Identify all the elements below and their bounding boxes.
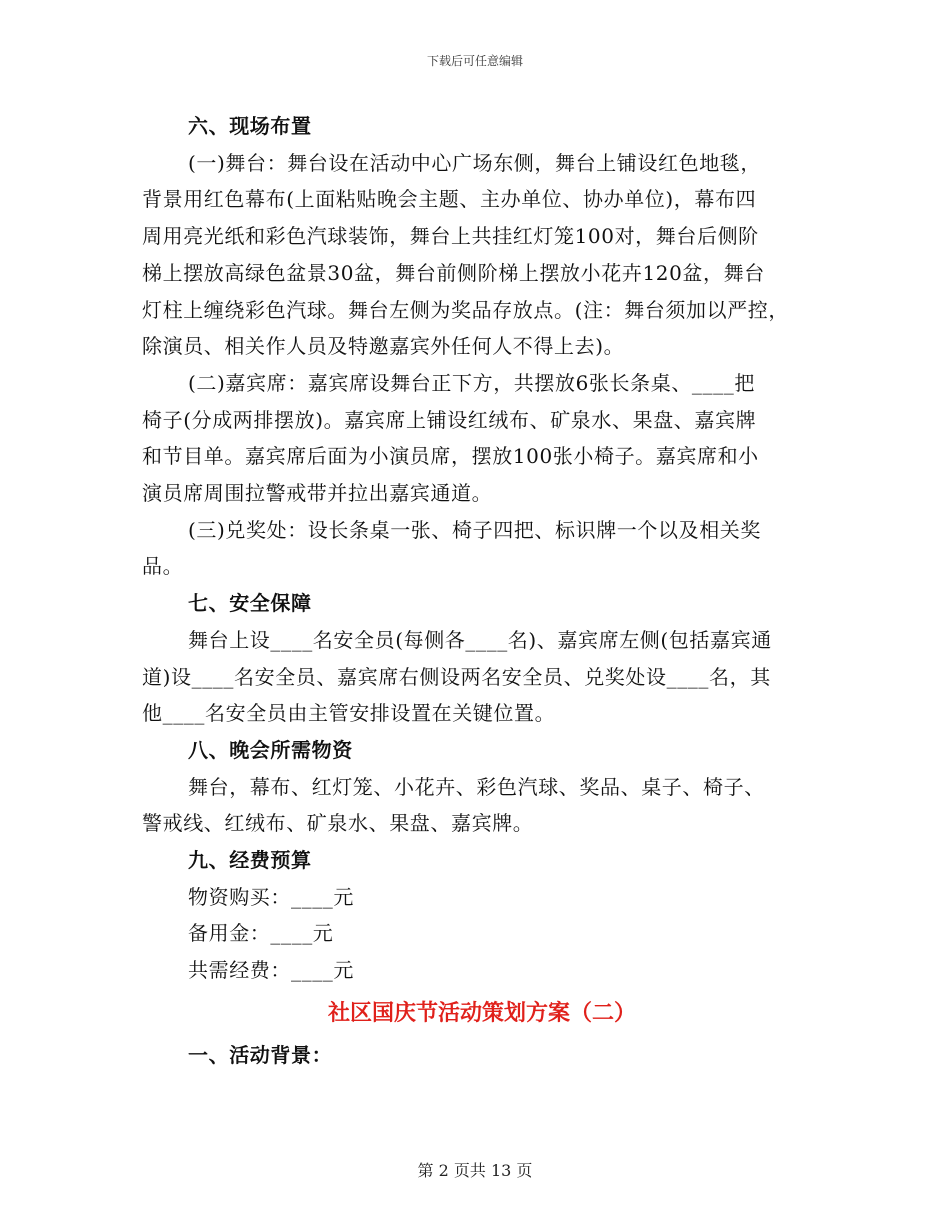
paragraph-line: 品。 bbox=[142, 554, 184, 579]
paragraph-line: (一)舞台：舞台设在活动中心广场东侧，舞台上铺设红色地毯， bbox=[188, 150, 762, 175]
paragraph-line: 椅子(分成两排摆放)。嘉宾席上铺设红绒布、矿泉水、果盘、嘉宾牌 bbox=[142, 407, 757, 432]
paragraph-line: 舞台上设____名安全员(每侧各____名)、嘉宾席左侧(包括嘉宾通 bbox=[188, 627, 772, 652]
document-title: 社区国庆节活动策划方案（二） bbox=[327, 999, 636, 1026]
paragraph-line: 灯柱上缠绕彩色汽球。舞台左侧为奖品存放点。(注：舞台须加以严控， bbox=[142, 297, 790, 322]
section-heading: 八、晚会所需物资 bbox=[188, 737, 353, 762]
section-heading: 一、活动背景： bbox=[188, 1042, 333, 1067]
section-heading: 六、现场布置 bbox=[188, 114, 312, 138]
budget-line: 备用金：____元 bbox=[188, 921, 334, 946]
page-number: 第 2 页共 13 页 bbox=[417, 1161, 533, 1180]
paragraph-line: 周用亮光纸和彩色汽球装饰，舞台上共挂红灯笼100对，舞台后侧阶 bbox=[142, 224, 759, 249]
page-header-note: 下载后可任意编辑 bbox=[426, 54, 523, 68]
paragraph-line: 和节目单。嘉宾席后面为小演员席，摆放100张小椅子。嘉宾席和小 bbox=[142, 444, 759, 469]
paragraph-line: 梯上摆放高绿色盆景30盆，舞台前侧阶梯上摆放小花卉120盆，舞台 bbox=[142, 260, 765, 285]
paragraph-line: 除演员、相关作人员及特邀嘉宾外任何人不得上去)。 bbox=[142, 334, 625, 359]
paragraph-line: 道)设____名安全员、嘉宾席右侧设两名安全员、兑奖处设____名，其 bbox=[142, 664, 771, 689]
section-heading: 七、安全保障 bbox=[188, 591, 312, 616]
paragraph-line: 背景用红色幕布(上面粘贴晚会主题、主办单位、协办单位)，幕布四 bbox=[142, 187, 757, 212]
paragraph-line: (二)嘉宾席：嘉宾席设舞台正下方，共摆放6张长条桌、____把 bbox=[188, 370, 755, 395]
paragraph-line: 舞台，幕布、红灯笼、小花卉、彩色汽球、奖品、桌子、椅子、 bbox=[188, 774, 765, 799]
budget-line: 物资购买：____元 bbox=[188, 884, 354, 909]
paragraph-line: 警戒线、红绒布、矿泉水、果盘、嘉宾牌。 bbox=[142, 811, 534, 836]
document-body bbox=[142, 108, 822, 1074]
section-heading: 九、经费预算 bbox=[188, 848, 312, 873]
budget-line: 共需经费：____元 bbox=[188, 958, 354, 983]
paragraph-line: 他____名安全员由主管安排设置在关键位置。 bbox=[142, 701, 556, 726]
paragraph-line: (三)兑奖处：设长条桌一张、椅子四把、标识牌一个以及相关奖 bbox=[188, 517, 762, 542]
paragraph-line: 演员席周围拉警戒带并拉出嘉宾通道。 bbox=[142, 481, 493, 506]
